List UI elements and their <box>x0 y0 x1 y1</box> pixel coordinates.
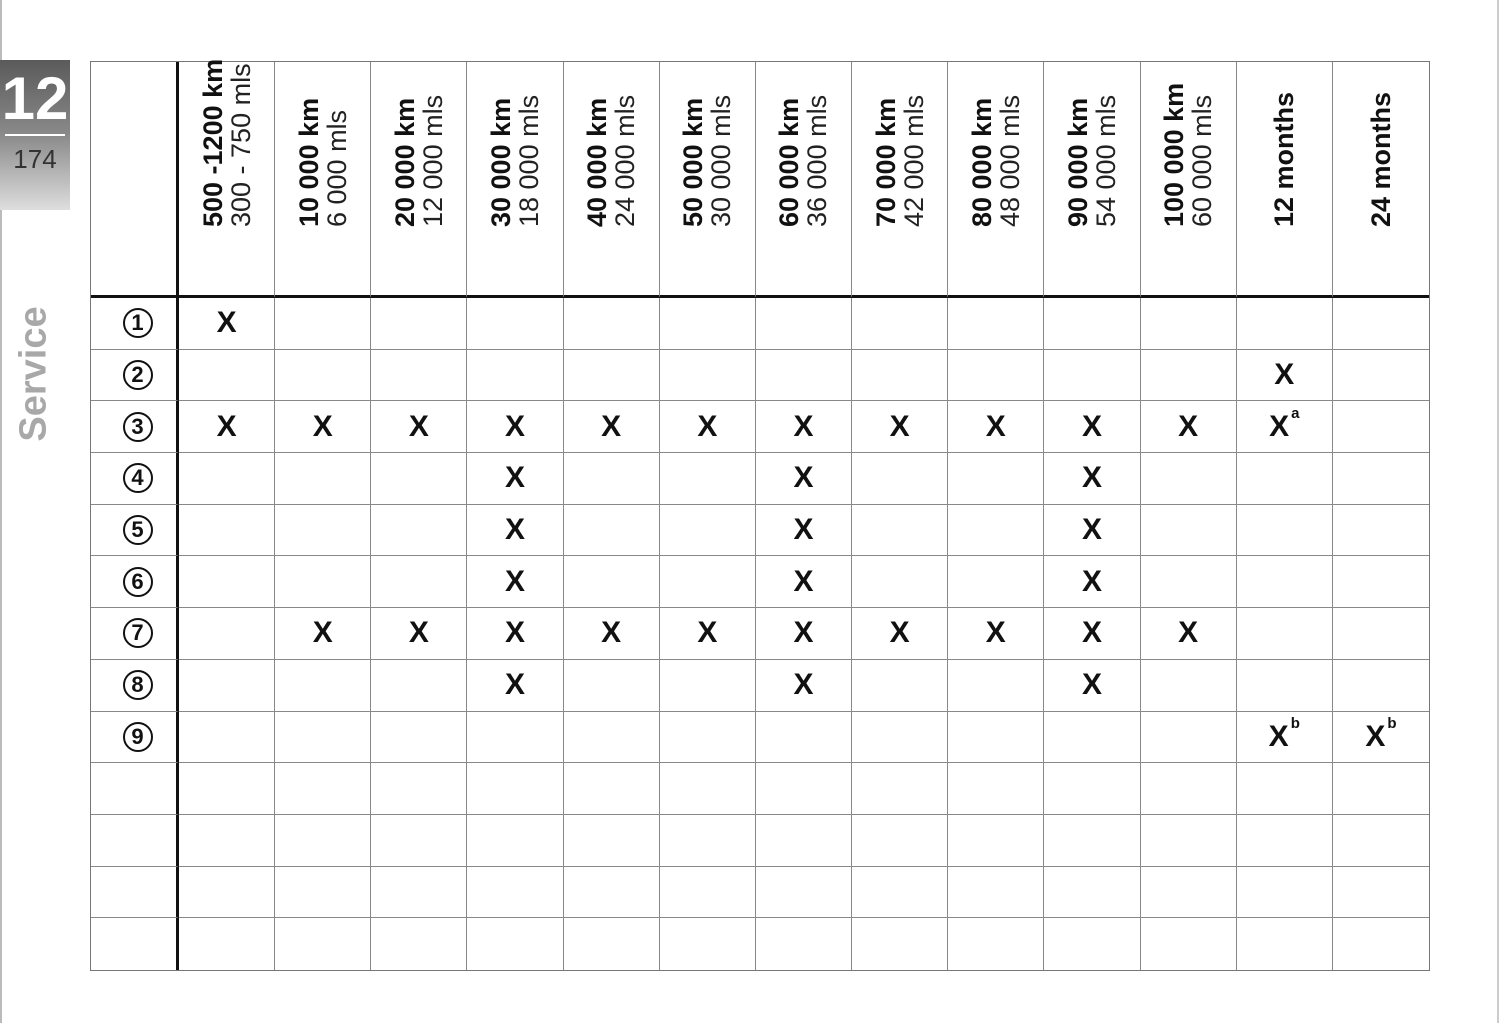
service-mark: X <box>793 616 814 650</box>
page-number: 174 <box>13 144 57 174</box>
schedule-cell <box>467 867 563 919</box>
schedule-cell <box>1141 608 1237 660</box>
schedule-cell <box>564 815 660 867</box>
interval-header <box>948 62 1044 298</box>
service-item-cell <box>91 453 179 505</box>
service-mark: X $^b$ <box>1365 714 1397 753</box>
interval-secondary-label: 60 000 mls <box>1187 94 1218 227</box>
service-mark: X <box>601 409 622 443</box>
schedule-cell <box>660 298 756 350</box>
schedule-cell <box>852 918 948 970</box>
schedule-cell <box>467 712 563 764</box>
interval-secondary-label: 6 000 mls <box>321 109 352 227</box>
schedule-cell <box>564 763 660 815</box>
service-item-number: 7 <box>123 618 153 648</box>
service-item-cell <box>91 763 179 815</box>
schedule-cell <box>852 453 948 505</box>
page-right-edge <box>1497 0 1499 1023</box>
service-mark: X <box>408 409 429 443</box>
interval-secondary-label: 48 000 mls <box>994 94 1025 227</box>
schedule-cell <box>948 298 1044 350</box>
schedule-cell <box>660 350 756 402</box>
schedule-cell <box>179 608 275 660</box>
interval-secondary-label: 300 - 750 mls <box>225 63 256 227</box>
schedule-cell <box>179 763 275 815</box>
schedule-cell <box>660 453 756 505</box>
schedule-cell <box>948 453 1044 505</box>
schedule-cell <box>564 660 660 712</box>
schedule-cell <box>1237 608 1333 660</box>
schedule-cell <box>1044 608 1140 660</box>
schedule-cell <box>1237 918 1333 970</box>
chapter-tab <box>0 60 70 210</box>
schedule-cell <box>756 763 852 815</box>
schedule-cell <box>1237 401 1333 453</box>
schedule-cell <box>1141 453 1237 505</box>
schedule-cell <box>1044 660 1140 712</box>
interval-secondary-label: 18 000 mls <box>514 94 545 227</box>
schedule-cell <box>371 401 467 453</box>
service-mark: X <box>312 409 333 443</box>
schedule-cell <box>564 918 660 970</box>
schedule-cell <box>564 712 660 764</box>
schedule-cell <box>660 556 756 608</box>
service-item-number: 9 <box>123 722 153 752</box>
interval-header <box>852 62 948 298</box>
service-mark: X <box>1081 409 1102 443</box>
schedule-cell <box>660 918 756 970</box>
interval-secondary-label: 54 000 mls <box>1090 94 1121 227</box>
schedule-cell <box>1044 505 1140 557</box>
service-mark: X <box>793 564 814 598</box>
schedule-cell <box>852 660 948 712</box>
schedule-cell <box>179 918 275 970</box>
schedule-cell <box>948 763 1044 815</box>
schedule-cell <box>1237 350 1333 402</box>
service-item-number: 4 <box>123 463 153 493</box>
schedule-cell <box>852 556 948 608</box>
schedule-cell <box>371 505 467 557</box>
schedule-cell <box>1333 556 1429 608</box>
schedule-cell <box>371 556 467 608</box>
schedule-cell <box>756 298 852 350</box>
interval-header <box>756 62 852 298</box>
schedule-cell <box>275 350 371 402</box>
service-item-number: 3 <box>123 412 153 442</box>
schedule-cell <box>1141 763 1237 815</box>
service-mark: X <box>505 513 526 547</box>
schedule-cell <box>1333 867 1429 919</box>
schedule-cell <box>1141 815 1237 867</box>
schedule-cell <box>179 815 275 867</box>
schedule-cell <box>275 505 371 557</box>
interval-primary-label: 24 months <box>1365 91 1396 227</box>
schedule-cell <box>852 401 948 453</box>
interval-primary-label: 10 000 km <box>293 97 324 227</box>
schedule-cell <box>1044 350 1140 402</box>
schedule-cell <box>275 556 371 608</box>
schedule-cell <box>756 453 852 505</box>
schedule-cell <box>564 350 660 402</box>
service-item-cell <box>91 350 179 402</box>
service-mark: X <box>889 616 910 650</box>
service-item-cell <box>91 401 179 453</box>
schedule-cell <box>467 350 563 402</box>
chapter-number: 12 <box>1 65 69 132</box>
service-schedule-table <box>90 58 1430 971</box>
schedule-cell <box>275 453 371 505</box>
schedule-cell <box>467 401 563 453</box>
interval-primary-label: 90 000 km <box>1062 97 1093 227</box>
schedule-cell <box>371 453 467 505</box>
service-mark: X <box>505 616 526 650</box>
service-mark: X <box>1081 668 1102 702</box>
schedule-cell <box>852 608 948 660</box>
schedule-cell <box>275 298 371 350</box>
schedule-cell <box>852 867 948 919</box>
schedule-cell <box>564 298 660 350</box>
schedule-cell <box>179 350 275 402</box>
schedule-cell <box>371 660 467 712</box>
service-mark: X <box>1081 513 1102 547</box>
service-item-cell <box>91 660 179 712</box>
schedule-cell <box>467 815 563 867</box>
service-item-cell <box>91 298 179 350</box>
schedule-cell <box>1044 453 1140 505</box>
interval-header <box>1237 62 1333 298</box>
schedule-cell <box>275 712 371 764</box>
schedule-cell <box>948 712 1044 764</box>
schedule-cell <box>1333 505 1429 557</box>
schedule-cell <box>660 867 756 919</box>
service-mark: X <box>216 306 237 340</box>
schedule-cell <box>179 660 275 712</box>
service-mark: X <box>505 409 526 443</box>
schedule-cell <box>1044 918 1140 970</box>
service-mark: X <box>601 616 622 650</box>
schedule-cell <box>371 815 467 867</box>
schedule-cell <box>1141 918 1237 970</box>
schedule-cell <box>1237 712 1333 764</box>
schedule-cell <box>852 505 948 557</box>
schedule-cell <box>275 867 371 919</box>
schedule-cell <box>948 401 1044 453</box>
schedule-cell <box>948 867 1044 919</box>
schedule-cell <box>1333 815 1429 867</box>
service-item-cell <box>91 867 179 919</box>
schedule-cell <box>948 608 1044 660</box>
schedule-cell <box>948 918 1044 970</box>
service-mark: X <box>889 409 910 443</box>
schedule-cell <box>660 712 756 764</box>
schedule-cell <box>275 815 371 867</box>
interval-secondary-label: 36 000 mls <box>802 94 833 227</box>
schedule-cell <box>275 401 371 453</box>
interval-primary-label: 12 months <box>1269 91 1300 227</box>
schedule-cell <box>371 867 467 919</box>
schedule-cell <box>371 298 467 350</box>
interval-secondary-label: 30 000 mls <box>706 94 737 227</box>
schedule-cell <box>564 608 660 660</box>
schedule-cell <box>1141 712 1237 764</box>
schedule-cell <box>1044 401 1140 453</box>
schedule-cell <box>660 401 756 453</box>
service-mark: X $^a$ <box>1269 404 1300 443</box>
chapter-divider <box>5 134 65 136</box>
service-item-number: 5 <box>123 515 153 545</box>
interval-header <box>1333 62 1429 298</box>
schedule-cell <box>948 815 1044 867</box>
interval-header <box>1141 62 1237 298</box>
schedule-cell <box>467 660 563 712</box>
schedule-cell <box>1333 608 1429 660</box>
schedule-cell <box>371 350 467 402</box>
schedule-cell <box>1333 401 1429 453</box>
service-mark: X <box>697 616 718 650</box>
schedule-cell <box>467 298 563 350</box>
schedule-cell <box>179 505 275 557</box>
interval-primary-label: 60 000 km <box>774 97 805 227</box>
schedule-cell <box>1333 660 1429 712</box>
schedule-cell <box>467 556 563 608</box>
schedule-cell <box>660 660 756 712</box>
schedule-cell <box>852 298 948 350</box>
schedule-cell <box>467 763 563 815</box>
service-mark: X <box>1081 564 1102 598</box>
interval-header <box>275 62 371 298</box>
interval-primary-label: 70 000 km <box>870 97 901 227</box>
service-item-cell <box>91 815 179 867</box>
schedule-cell <box>1333 712 1429 764</box>
service-mark: X <box>1178 616 1199 650</box>
interval-header <box>564 62 660 298</box>
interval-primary-label: 30 000 km <box>486 97 517 227</box>
footnote-marker: b <box>1290 714 1300 732</box>
interval-primary-label: 100 000 km <box>1159 82 1190 227</box>
interval-primary-label: 20 000 km <box>389 97 420 227</box>
schedule-cell <box>1044 298 1140 350</box>
schedule-cell <box>660 608 756 660</box>
table-corner-cell <box>91 62 179 298</box>
schedule-cell <box>179 867 275 919</box>
schedule-cell <box>564 453 660 505</box>
service-mark: X <box>216 409 237 443</box>
schedule-cell <box>756 505 852 557</box>
schedule-cell <box>1333 453 1429 505</box>
schedule-cell <box>179 712 275 764</box>
service-mark: X <box>1081 461 1102 495</box>
schedule-cell <box>852 712 948 764</box>
schedule-cell <box>179 453 275 505</box>
schedule-cell <box>756 401 852 453</box>
interval-header <box>1044 62 1140 298</box>
schedule-cell <box>1333 298 1429 350</box>
schedule-cell <box>564 401 660 453</box>
schedule-cell <box>1044 712 1140 764</box>
schedule-cell <box>948 505 1044 557</box>
service-mark: X <box>1274 358 1295 392</box>
schedule-cell <box>371 763 467 815</box>
schedule-cell <box>1237 505 1333 557</box>
service-mark: X $^b$ <box>1268 714 1300 753</box>
interval-primary-label: 40 000 km <box>582 97 613 227</box>
schedule-cell <box>1141 401 1237 453</box>
schedule-cell <box>756 815 852 867</box>
schedule-cell <box>275 763 371 815</box>
schedule-cell <box>179 556 275 608</box>
service-mark: X <box>312 616 333 650</box>
schedule-cell <box>275 918 371 970</box>
interval-header <box>467 62 563 298</box>
service-mark: X <box>1178 409 1199 443</box>
service-item-cell <box>91 918 179 970</box>
schedule-cell <box>275 608 371 660</box>
service-mark: X <box>793 461 814 495</box>
schedule-cell <box>1237 298 1333 350</box>
schedule-cell <box>660 815 756 867</box>
schedule-cell <box>948 350 1044 402</box>
schedule-cell <box>756 608 852 660</box>
schedule-cell <box>948 660 1044 712</box>
schedule-cell <box>1141 556 1237 608</box>
service-item-cell <box>91 556 179 608</box>
schedule-cell <box>660 763 756 815</box>
interval-primary-label: 50 000 km <box>678 97 709 227</box>
interval-header <box>179 58 275 298</box>
service-mark: X <box>408 616 429 650</box>
service-mark: X <box>793 513 814 547</box>
schedule-cell <box>1141 505 1237 557</box>
schedule-cell <box>852 763 948 815</box>
service-item-number: 6 <box>123 567 153 597</box>
interval-secondary-label: 42 000 mls <box>898 94 929 227</box>
service-item-cell <box>91 608 179 660</box>
schedule-cell <box>1237 867 1333 919</box>
schedule-cell <box>179 298 275 350</box>
footnote-marker: a <box>1291 404 1300 422</box>
schedule-cell <box>756 660 852 712</box>
schedule-cell <box>1333 918 1429 970</box>
interval-primary-label: 80 000 km <box>966 97 997 227</box>
footnote-marker: b <box>1387 714 1397 732</box>
schedule-cell <box>564 556 660 608</box>
schedule-cell <box>467 505 563 557</box>
schedule-cell <box>660 505 756 557</box>
schedule-cell <box>467 453 563 505</box>
service-item-number: 2 <box>123 360 153 390</box>
schedule-cell <box>467 918 563 970</box>
service-mark: X <box>1081 616 1102 650</box>
schedule-cell <box>852 350 948 402</box>
schedule-cell <box>371 918 467 970</box>
interval-header <box>371 62 467 298</box>
interval-header <box>660 62 756 298</box>
service-item-cell <box>91 712 179 764</box>
schedule-cell <box>852 815 948 867</box>
schedule-cell <box>1237 815 1333 867</box>
interval-secondary-label: 24 000 mls <box>610 94 641 227</box>
schedule-cell <box>1044 867 1140 919</box>
schedule-cell <box>467 608 563 660</box>
schedule-cell <box>1141 350 1237 402</box>
schedule-cell <box>1237 763 1333 815</box>
schedule-cell <box>179 401 275 453</box>
interval-primary-label: 500 -1200 km <box>197 58 228 227</box>
service-mark: X <box>985 409 1006 443</box>
schedule-cell <box>1044 556 1140 608</box>
schedule-cell <box>756 556 852 608</box>
schedule-cell <box>1237 556 1333 608</box>
schedule-cell <box>756 350 852 402</box>
section-label: Service <box>12 306 55 442</box>
schedule-cell <box>275 660 371 712</box>
schedule-cell <box>1141 867 1237 919</box>
schedule-cell <box>1333 350 1429 402</box>
service-mark: X <box>793 409 814 443</box>
schedule-cell <box>564 867 660 919</box>
service-mark: X <box>505 461 526 495</box>
service-mark: X <box>985 616 1006 650</box>
schedule-cell <box>371 712 467 764</box>
schedule-cell <box>371 608 467 660</box>
schedule-cell <box>1044 815 1140 867</box>
schedule-cell <box>1044 763 1140 815</box>
schedule-cell <box>756 918 852 970</box>
schedule-cell <box>1237 453 1333 505</box>
service-mark: X <box>505 564 526 598</box>
service-item-cell <box>91 505 179 557</box>
schedule-cell <box>1237 660 1333 712</box>
schedule-cell <box>564 505 660 557</box>
service-mark: X <box>505 668 526 702</box>
interval-secondary-label: 12 000 mls <box>417 94 448 227</box>
service-mark: X <box>697 409 718 443</box>
service-item-number: 8 <box>123 670 153 700</box>
service-mark: X <box>793 668 814 702</box>
service-item-number: 1 <box>123 308 153 338</box>
schedule-cell <box>756 712 852 764</box>
schedule-cell <box>1333 763 1429 815</box>
schedule-cell <box>948 556 1044 608</box>
schedule-cell <box>1141 298 1237 350</box>
schedule-cell <box>756 867 852 919</box>
schedule-cell <box>1141 660 1237 712</box>
